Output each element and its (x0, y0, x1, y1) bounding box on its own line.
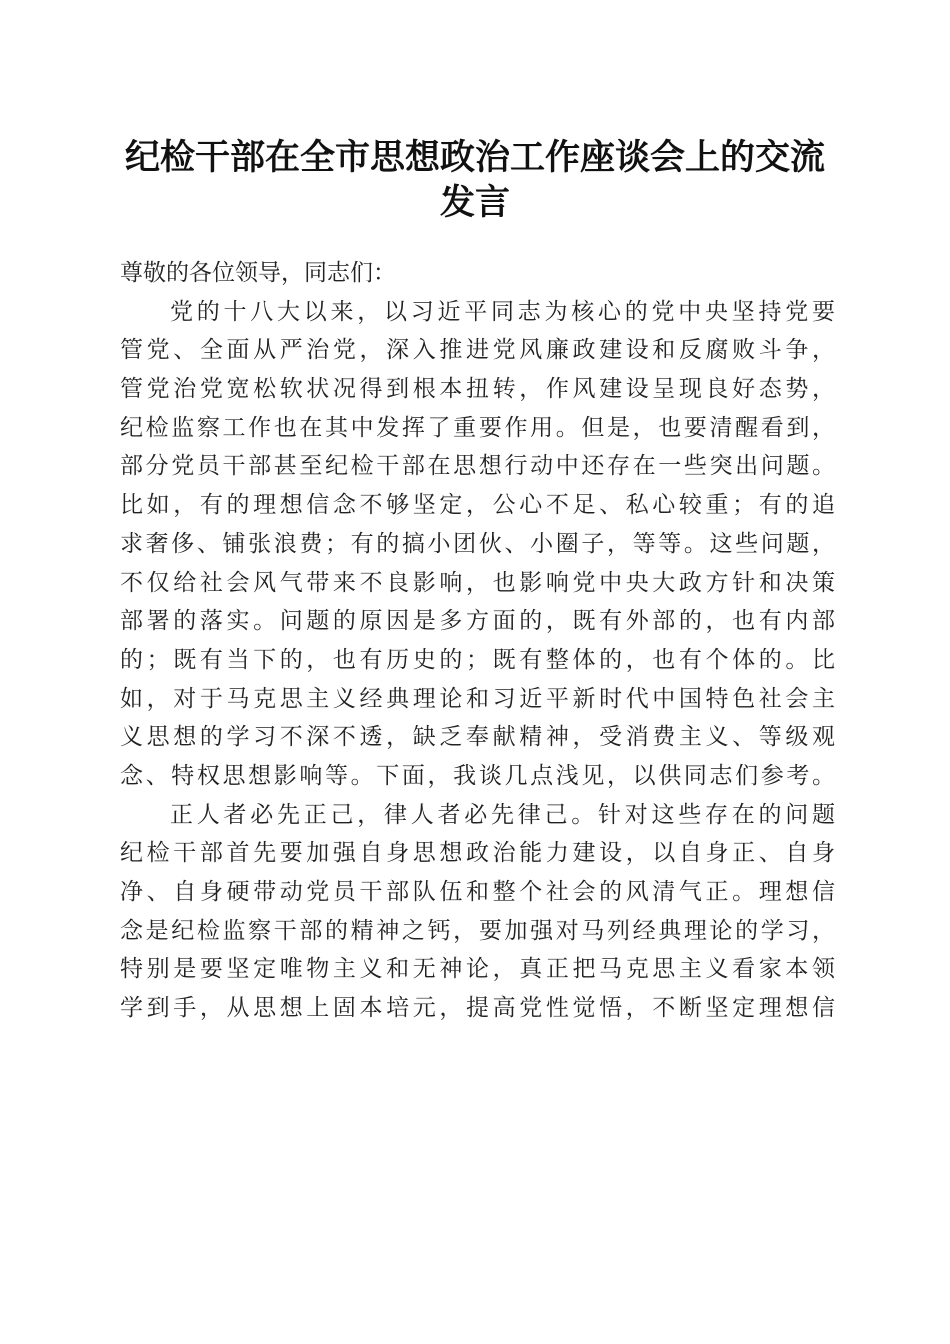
paragraph-line: 义思想的学习不深不透，缺乏奉献精神，受消费主义、等级观 (120, 724, 835, 751)
salutation: 尊敬的各位领导，同志们： (120, 260, 396, 286)
paragraph-line: 比如，有的理想信念不够坚定，公心不足、私心较重；有的追 (120, 492, 835, 519)
paragraph-line: 特别是要坚定唯物主义和无神论，真正把马克思主义看家本领 (120, 956, 835, 983)
paragraph-line: 如，对于马克思主义经典理论和习近平新时代中国特色社会主 (120, 685, 835, 712)
paragraph-line: 净、自身硬带动党员干部队伍和整个社会的风清气正。理想信 (120, 879, 835, 905)
paragraph-line: 党的十八大以来，以习近平同志为核心的党中央坚持党要 (170, 298, 835, 325)
paragraph-line: 求奢侈、铺张浪费；有的搞小团伙、小圈子，等等。这些问题， (120, 530, 835, 557)
paragraph-1 (120, 293, 835, 796)
paragraph-line: 念、特权思想影响等。下面，我谈几点浅见，以供同志们参考。 (120, 762, 835, 789)
paragraph-line: 正人者必先正己，律人者必先律己。针对这些存在的问题 (170, 801, 835, 828)
paragraph-line: 学到手，从思想上固本培元，提高党性觉悟，不断坚定理想信 (120, 995, 835, 1022)
paragraph-line: 管党治党宽松软状况得到根本扭转，作风建设呈现良好态势， (120, 376, 835, 403)
paragraph-line: 纪检干部首先要加强自身思想政治能力建设，以自身正、自身 (120, 840, 835, 867)
paragraph-line: 的；既有当下的，也有历史的；既有整体的，也有个体的。比 (120, 646, 835, 673)
paragraph-line: 纪检监察工作也在其中发挥了重要作用。但是，也要清醒看到， (120, 414, 835, 441)
paragraph-line: 管党、全面从严治党，深入推进党风廉政建设和反腐败斗争， (120, 337, 835, 364)
document-body (120, 254, 835, 1028)
paragraph-2 (120, 796, 835, 1028)
paragraph-line: 念是纪检监察干部的精神之钙，要加强对马列经典理论的学习， (120, 917, 835, 944)
document-title-line-1: 纪检干部在全市思想政治工作座谈会上的交流 (124, 137, 825, 178)
paragraph-line: 不仅给社会风气带来不良影响，也影响党中央大政方针和决策 (120, 569, 835, 596)
paragraph-line: 部分党员干部甚至纪检干部在思想行动中还存在一些突出问题。 (120, 453, 835, 480)
paragraph-line: 部署的落实。问题的原因是多方面的，既有外部的，也有内部 (120, 608, 835, 635)
document-title-line-2: 发言 (439, 182, 510, 223)
